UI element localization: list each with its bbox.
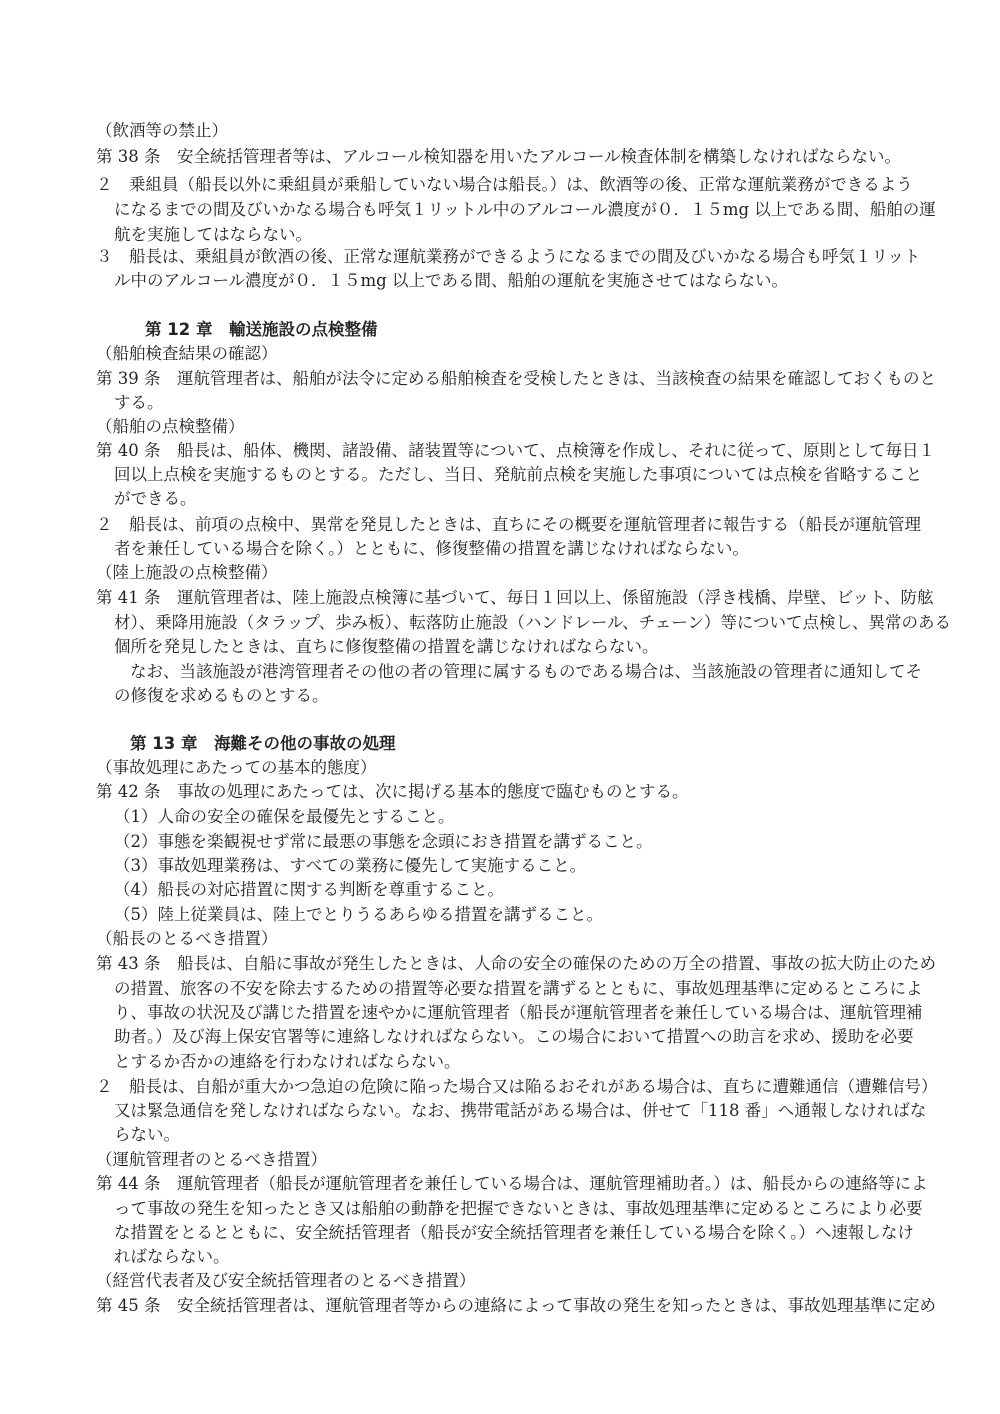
paragraph-line: 又は緊急通信を発しなければならない。なお、携帯電話がある場合は、併せて「118 番」へ通報しなければな	[114, 1101, 927, 1120]
paragraph-line: ル中のアルコール濃度が０．１５mg 以上である間、船舶の運航を実施させてはならない。	[114, 271, 788, 290]
paragraph-line: り、事故の状況及び講じた措置を速やかに運航管理者（船長が運航管理者を兼任している場合は、運航管理補	[114, 1003, 923, 1022]
article-line: 第 44 条 運航管理者（船長が運航管理者を兼任している場合は、運航管理補助者。）は、船長からの連絡等によ	[96, 1174, 928, 1193]
paragraph-line: 個所を発見したときは、直ちに修復整備の措置を講じなければならない。	[114, 637, 659, 656]
list-item: （4）船長の対応措置に関する判断を尊重すること。	[114, 880, 504, 899]
article-line: 第 40 条 船長は、船体、機関、諸設備、諸装置等について、点検簿を作成し、それに従って、原則として毎日１	[96, 441, 935, 460]
article-line: 第 38 条 安全統括管理者等は、アルコール検知器を用いたアルコール検査体制を構築しなければならない。	[96, 147, 902, 166]
list-item: （5）陸上従業員は、陸上でとりうるあらゆる措置を講ずること。	[114, 905, 603, 924]
section-caption: （経営代表者及び安全統括管理者のとるべき措置）	[96, 1271, 476, 1290]
paragraph-line: 助者。）及び海上保安官署等に連絡しなければならない。この場合において措置への助言を求め、援助を必要	[114, 1027, 914, 1046]
paragraph-line: 者を兼任している場合を除く。）とともに、修復整備の措置を講じなければならない。	[114, 539, 749, 558]
paragraph-line: ができる。	[114, 489, 197, 508]
paragraph-line: する。	[114, 393, 164, 412]
paragraph-line: ２ 船長は、自船が重大かつ急迫の危険に陥った場合又は陥るおそれがある場合は、直ちに遭難通信（遭難信号）	[96, 1077, 938, 1096]
paragraph-line: 回以上点検を実施するものとする。ただし、当日、発航前点検を実施した事項については点検を省略すること	[114, 465, 923, 484]
article-line: 第 43 条 船長は、自船に事故が発生したときは、人命の安全の確保のための万全の措置、事故の拡大防止のため	[96, 954, 936, 973]
paragraph-line: ればならない。	[114, 1247, 230, 1266]
chapter-heading: 第 13 章 海難その他の事故の処理	[130, 734, 396, 753]
paragraph-line: の修復を求めるものとする。	[114, 686, 329, 705]
paragraph-line: とするか否かの連絡を行わなければならない。	[114, 1052, 461, 1071]
section-caption: （陸上施設の点検整備）	[96, 563, 278, 582]
paragraph-line: ３ 船長は、乗組員が飲酒の後、正常な運航業務ができるようになるまでの間及びいかなる場合も呼気１リット	[96, 247, 921, 266]
list-item: （3）事故処理業務は、すべての業務に優先して実施すること。	[114, 856, 587, 875]
paragraph-line: 航を実施してはならない。	[114, 225, 312, 244]
section-caption: （事故処理にあたっての基本的態度）	[96, 758, 377, 777]
paragraph-line: になるまでの間及びいかなる場合も呼気１リットル中のアルコール濃度が０．１５mg 以上である間、船舶の運	[114, 200, 936, 219]
paragraph-line: の措置、旅客の不安を除去するための措置等必要な措置を講ずるとともに、事故処理基準に定めるところによ	[114, 979, 923, 998]
paragraph-line: ２ 船長は、前項の点検中、異常を発見したときは、直ちにその概要を運航管理者に報告する（船長が運航管理	[96, 515, 921, 534]
paragraph-line: ２ 乗組員（船長以外に乗組員が乗船していない場合は船長。）は、飲酒等の後、正常な運航業務ができるよう	[96, 175, 913, 194]
list-item: （2）事態を楽観視せず常に最悪の事態を念頭におき措置を講ずること。	[114, 832, 653, 851]
section-caption: （運航管理者のとるべき措置）	[96, 1150, 327, 1169]
section-caption: （飲酒等の禁止）	[96, 121, 228, 140]
section-caption: （船長のとるべき措置）	[96, 929, 278, 948]
article-line: 第 45 条 安全統括管理者は、運航管理者等からの連絡によって事故の発生を知ったときは、事故処理基準に定め	[96, 1296, 936, 1315]
section-caption: （船舶検査結果の確認）	[96, 344, 278, 363]
section-caption: （船舶の点検整備）	[96, 417, 245, 436]
paragraph-line: なお、当該施設が港湾管理者その他の者の管理に属するものである場合は、当該施設の管理者に通知してそ	[130, 662, 922, 681]
article-line: 第 41 条 運航管理者は、陸上施設点検簿に基づいて、毎日１回以上、係留施設（浮き桟橋、岸壁、ビット、防舷	[96, 588, 934, 607]
article-line: 第 42 条 事故の処理にあたっては、次に掲げる基本的態度で臨むものとする。	[96, 782, 689, 801]
article-line: 第 39 条 運航管理者は、船舶が法令に定める船舶検査を受検したときは、当該検査の結果を確認しておくものと	[96, 369, 936, 388]
list-item: （1）人命の安全の確保を最優先とすること。	[114, 807, 455, 826]
paragraph-line: って事故の発生を知ったとき又は船舶の動静を把握できないときは、事故処理基準に定めるところにより必要	[114, 1199, 923, 1218]
paragraph-line: らない。	[114, 1125, 180, 1144]
paragraph-line: な措置をとるとともに、安全統括管理者（船長が安全統括管理者を兼任している場合を除く。）へ速報しなけ	[114, 1223, 914, 1242]
chapter-heading: 第 12 章 輸送施設の点検整備	[145, 320, 378, 339]
paragraph-line: 材）、乗降用施設（タラップ、歩み板）、転落防止施設（ハンドレール、チェーン）等について点検し、異常のある	[114, 613, 952, 632]
